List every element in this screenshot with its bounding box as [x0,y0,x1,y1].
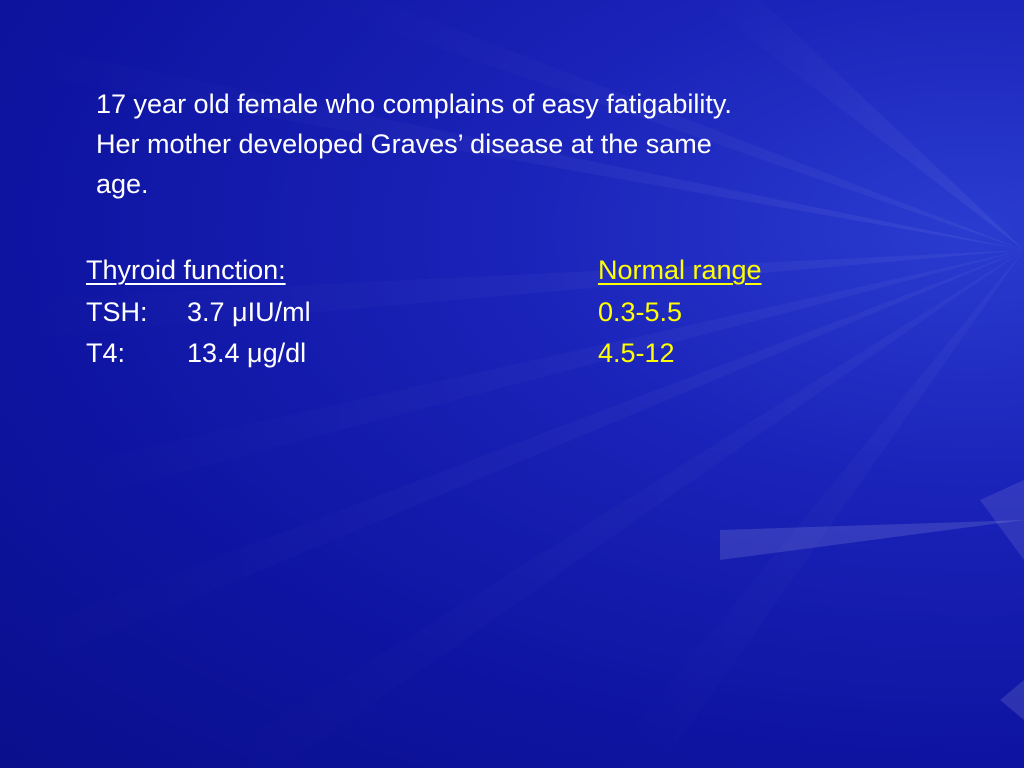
lab-value: 3.7 μIU/ml [187,297,311,327]
lab-normal-range: 4.5-12 [598,338,675,368]
lab-label: TSH: [86,297,148,327]
case-line-3: age. [96,169,149,199]
case-line-1: 17 year old female who complains of easy fatigability. [96,89,732,119]
lab-label: T4: [86,338,126,368]
case-line-2: Her mother developed Graves’ disease at the same [96,129,712,159]
lab-value: 13.4 μg/dl [187,338,307,368]
normal-range-heading: Normal range [598,255,762,285]
case-description [96,84,926,204]
lab-normal-range: 0.3-5.5 [598,297,683,327]
thyroid-function-heading: Thyroid function: [86,255,286,285]
